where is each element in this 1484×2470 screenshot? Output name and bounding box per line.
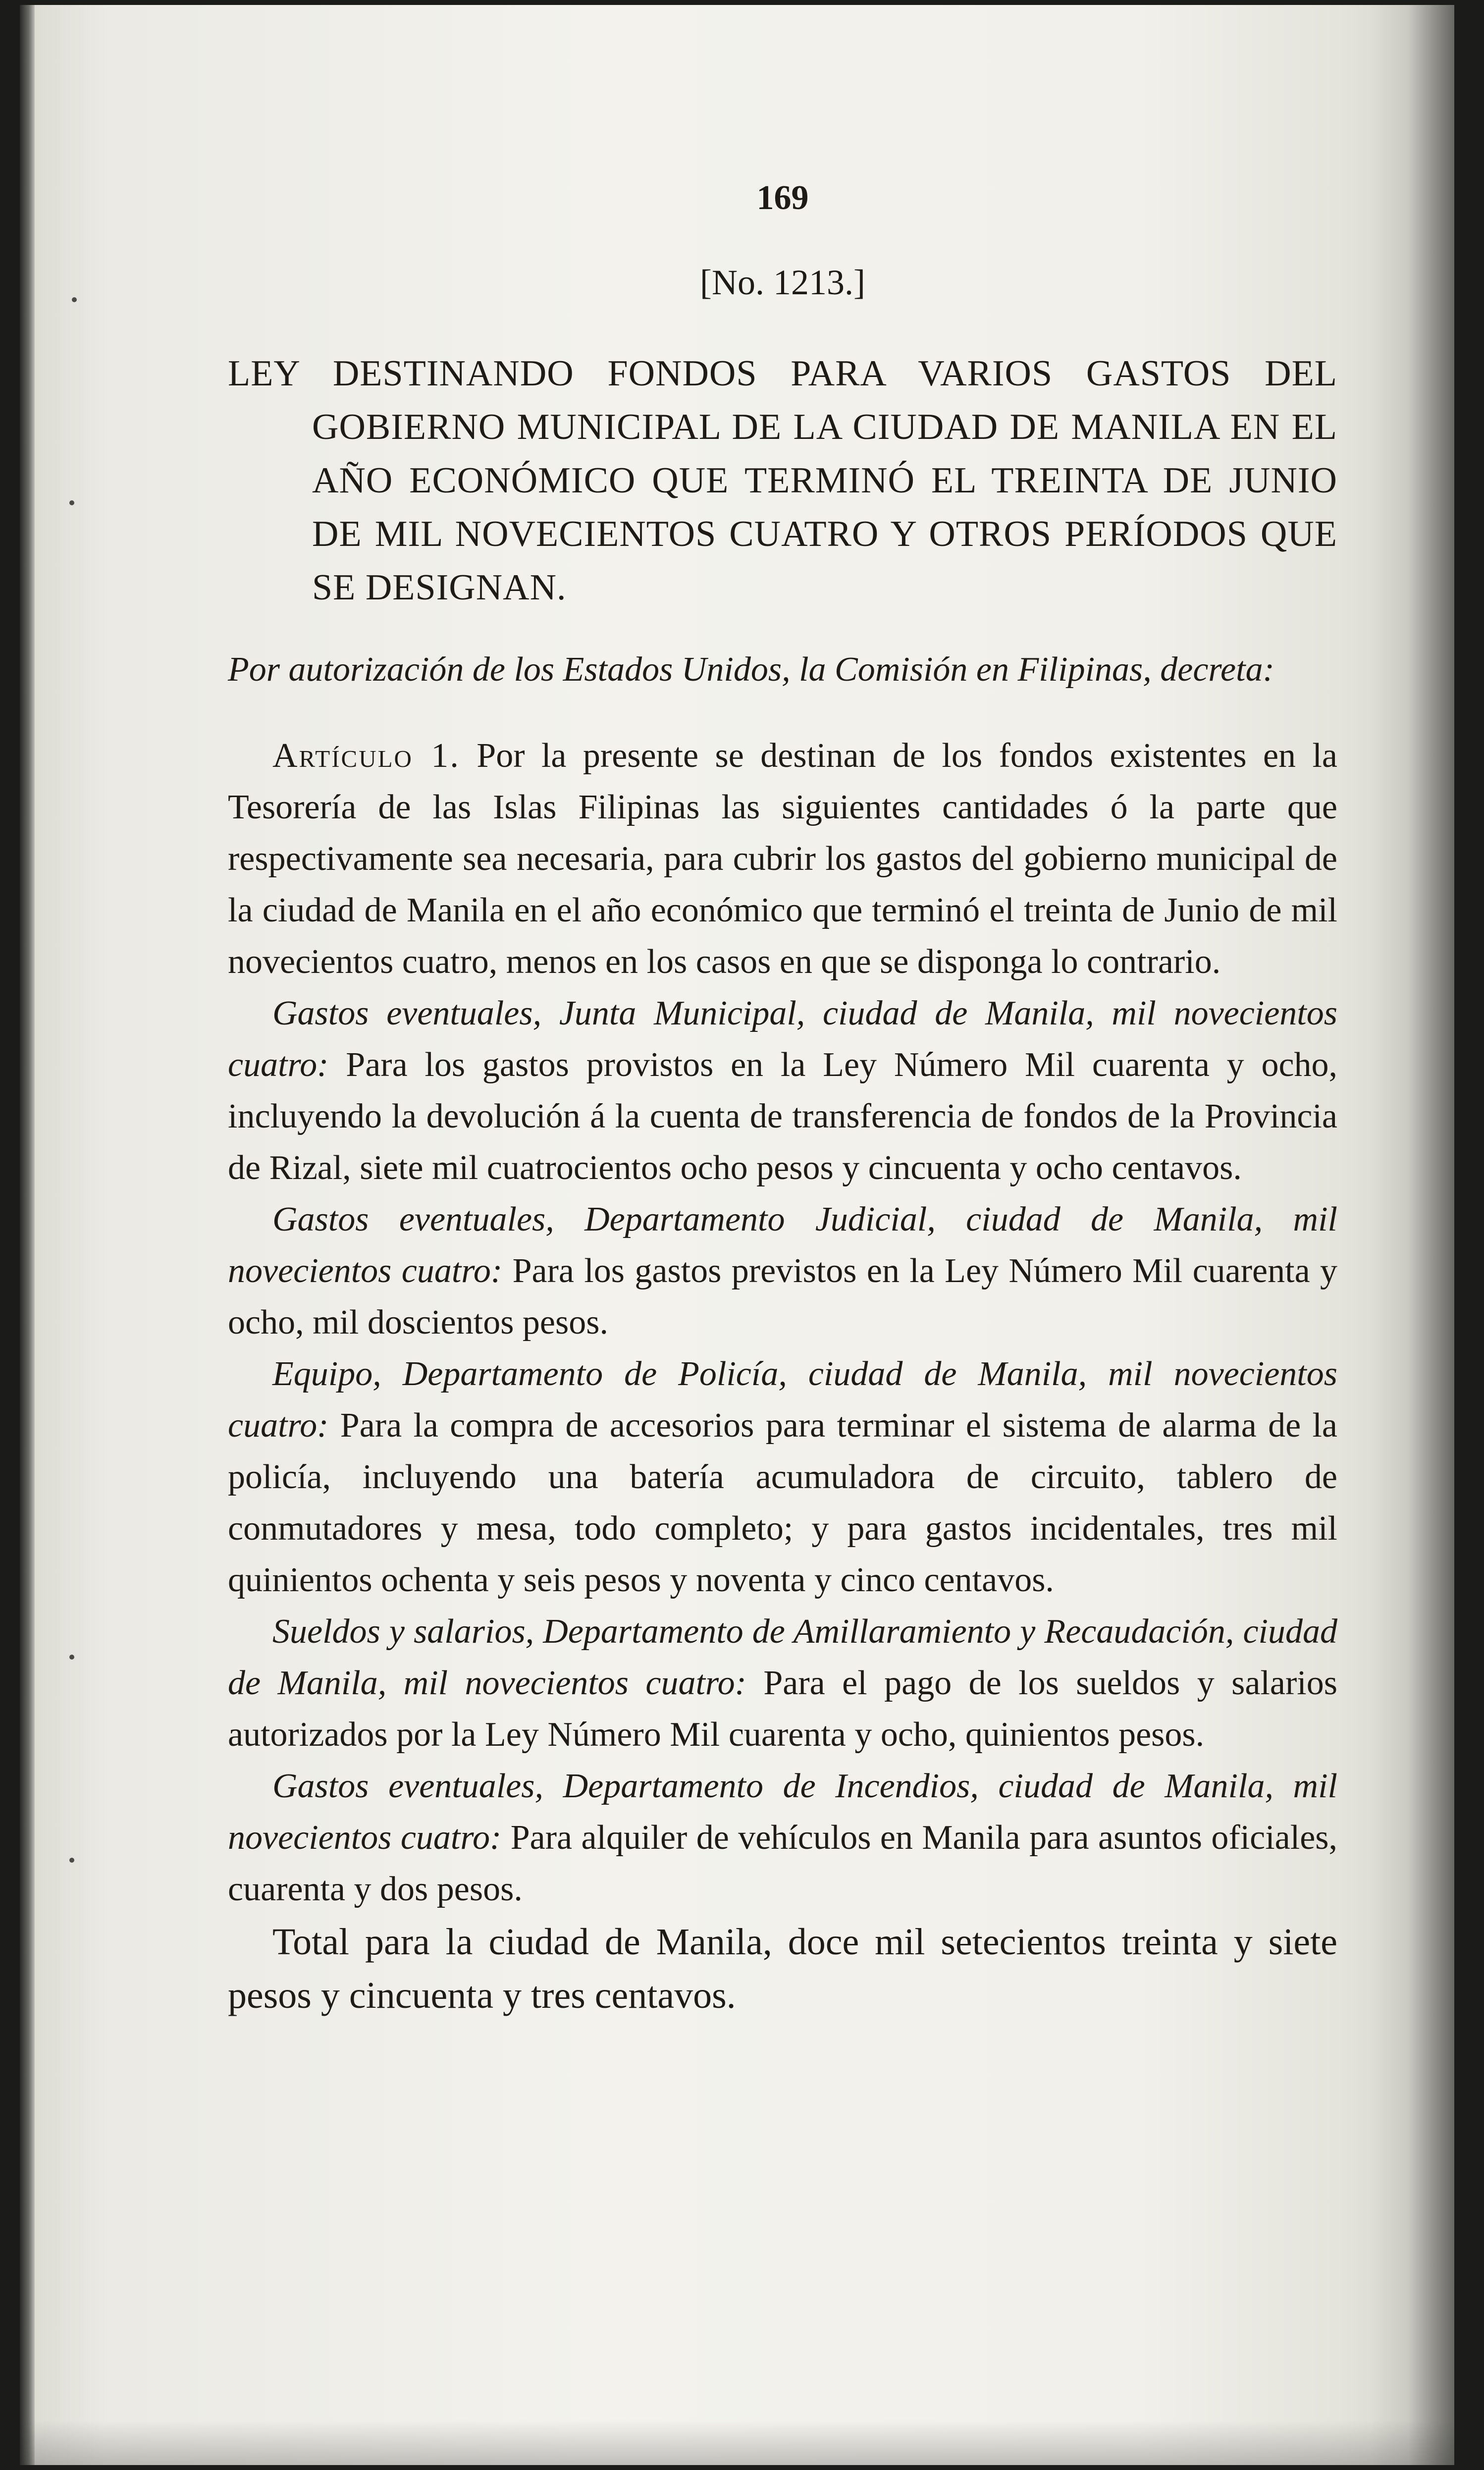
- page-binding-edge: [20, 5, 35, 2465]
- item-heading: Equipo, Departamento de Policía, ciudad de Manila, mil novecientos cuatro:: [228, 1355, 1337, 1445]
- item-text: Para los gastos previstos en la Ley Número Mil cuarenta y ocho, mil doscientos pesos.: [228, 1252, 1337, 1342]
- item-text: Para los gastos provistos en la Ley Número Mil cuarenta y ocho, incluyendo la devolución á la cuenta de transferencia de fondos de la Provincia de Rizal, siete mil cuatrocientos ocho pesos y cincuenta y ocho centavos.: [228, 1046, 1338, 1187]
- margin-speck: [69, 1858, 74, 1863]
- item-text: Para la compra de accesorios para terminar el sistema de alarma de la policía, incluyendo una batería acumuladora de circuito, tablero de conmutadores y mesa, todo completo; y para gastos incidentales, tres mil quinientos ochenta y seis pesos y noventa y cinco centavos.: [228, 1406, 1337, 1599]
- item-text: Para el pago de los sueldos y salarios autorizados por la Ley Número Mil cuarenta y ocho, quinientos pesos.: [228, 1664, 1337, 1754]
- page-number: 169: [756, 179, 809, 217]
- margin-speck: [69, 1655, 74, 1660]
- margin-speck: [72, 297, 77, 302]
- act-title: LEY DESTINANDO FONDOS PARA VARIOS GASTOS DEL GOBIERNO MUNICIPAL DE LA CIUDAD DE MANILA EN EL AÑO ECONÓMICO QUE TERMINÓ EL TREINTA DE JUNIO DE MIL NOVECIENTOS CUATRO Y OTROS PERÍODOS QUE SE DESIGNAN.: [228, 353, 1337, 608]
- article-heading: Artículo 1.: [272, 737, 460, 775]
- item-heading: Sueldos y salarios, Departamento de Amillaramiento y Recaudación, ciudad de Manila, mil novecientos cuatro:: [228, 1612, 1337, 1702]
- appropriation-item: [228, 1761, 1337, 1915]
- page-right-shadow: [1370, 5, 1454, 2465]
- appropriation-item: [228, 1194, 1337, 1348]
- item-text: Para alquiler de vehículos en Manila para asuntos oficiales, cuarenta y dos pesos.: [228, 1819, 1338, 1908]
- appropriation-item: [228, 1348, 1337, 1606]
- article-text: Por la presente se destinan de los fondos existentes en la Tesorería de las Islas Filipinas las siguientes cantidades ó la parte que respectivamente sea necesaria, para cubrir los gastos del gobierno municipal de la ciudad de Manila en el año económico que terminó el treinta de Junio de mil novecientos cuatro, menos en los casos en que se disponga lo contrario.: [228, 737, 1337, 981]
- scanned-page: [20, 5, 1454, 2465]
- total-statement: Total para la ciudad de Manila, doce mil setecientos treinta y siete pesos y cincuenta y tres centavos.: [228, 1921, 1337, 2016]
- document-text: [228, 173, 1337, 2022]
- margin-speck: [69, 500, 74, 505]
- appropriation-item: [228, 988, 1337, 1194]
- item-heading: Gastos eventuales, Departamento Judicial, ciudad de Manila, mil novecientos cuatro:: [228, 1200, 1337, 1290]
- enacting-clause: Por autorización de los Estados Unidos, la Comisión en Filipinas, decreta:: [228, 650, 1274, 689]
- item-heading: Gastos eventuales, Departamento de Incendios, ciudad de Manila, mil novecientos cuatro:: [228, 1767, 1337, 1857]
- act-number: [No. 1213.]: [700, 263, 865, 302]
- page-bottom-shadow: [20, 2420, 1454, 2465]
- appropriation-item: [228, 1606, 1337, 1761]
- article-1-paragraph: [228, 730, 1337, 988]
- item-heading: Gastos eventuales, Junta Municipal, ciudad de Manila, mil novecientos cuatro:: [228, 994, 1337, 1084]
